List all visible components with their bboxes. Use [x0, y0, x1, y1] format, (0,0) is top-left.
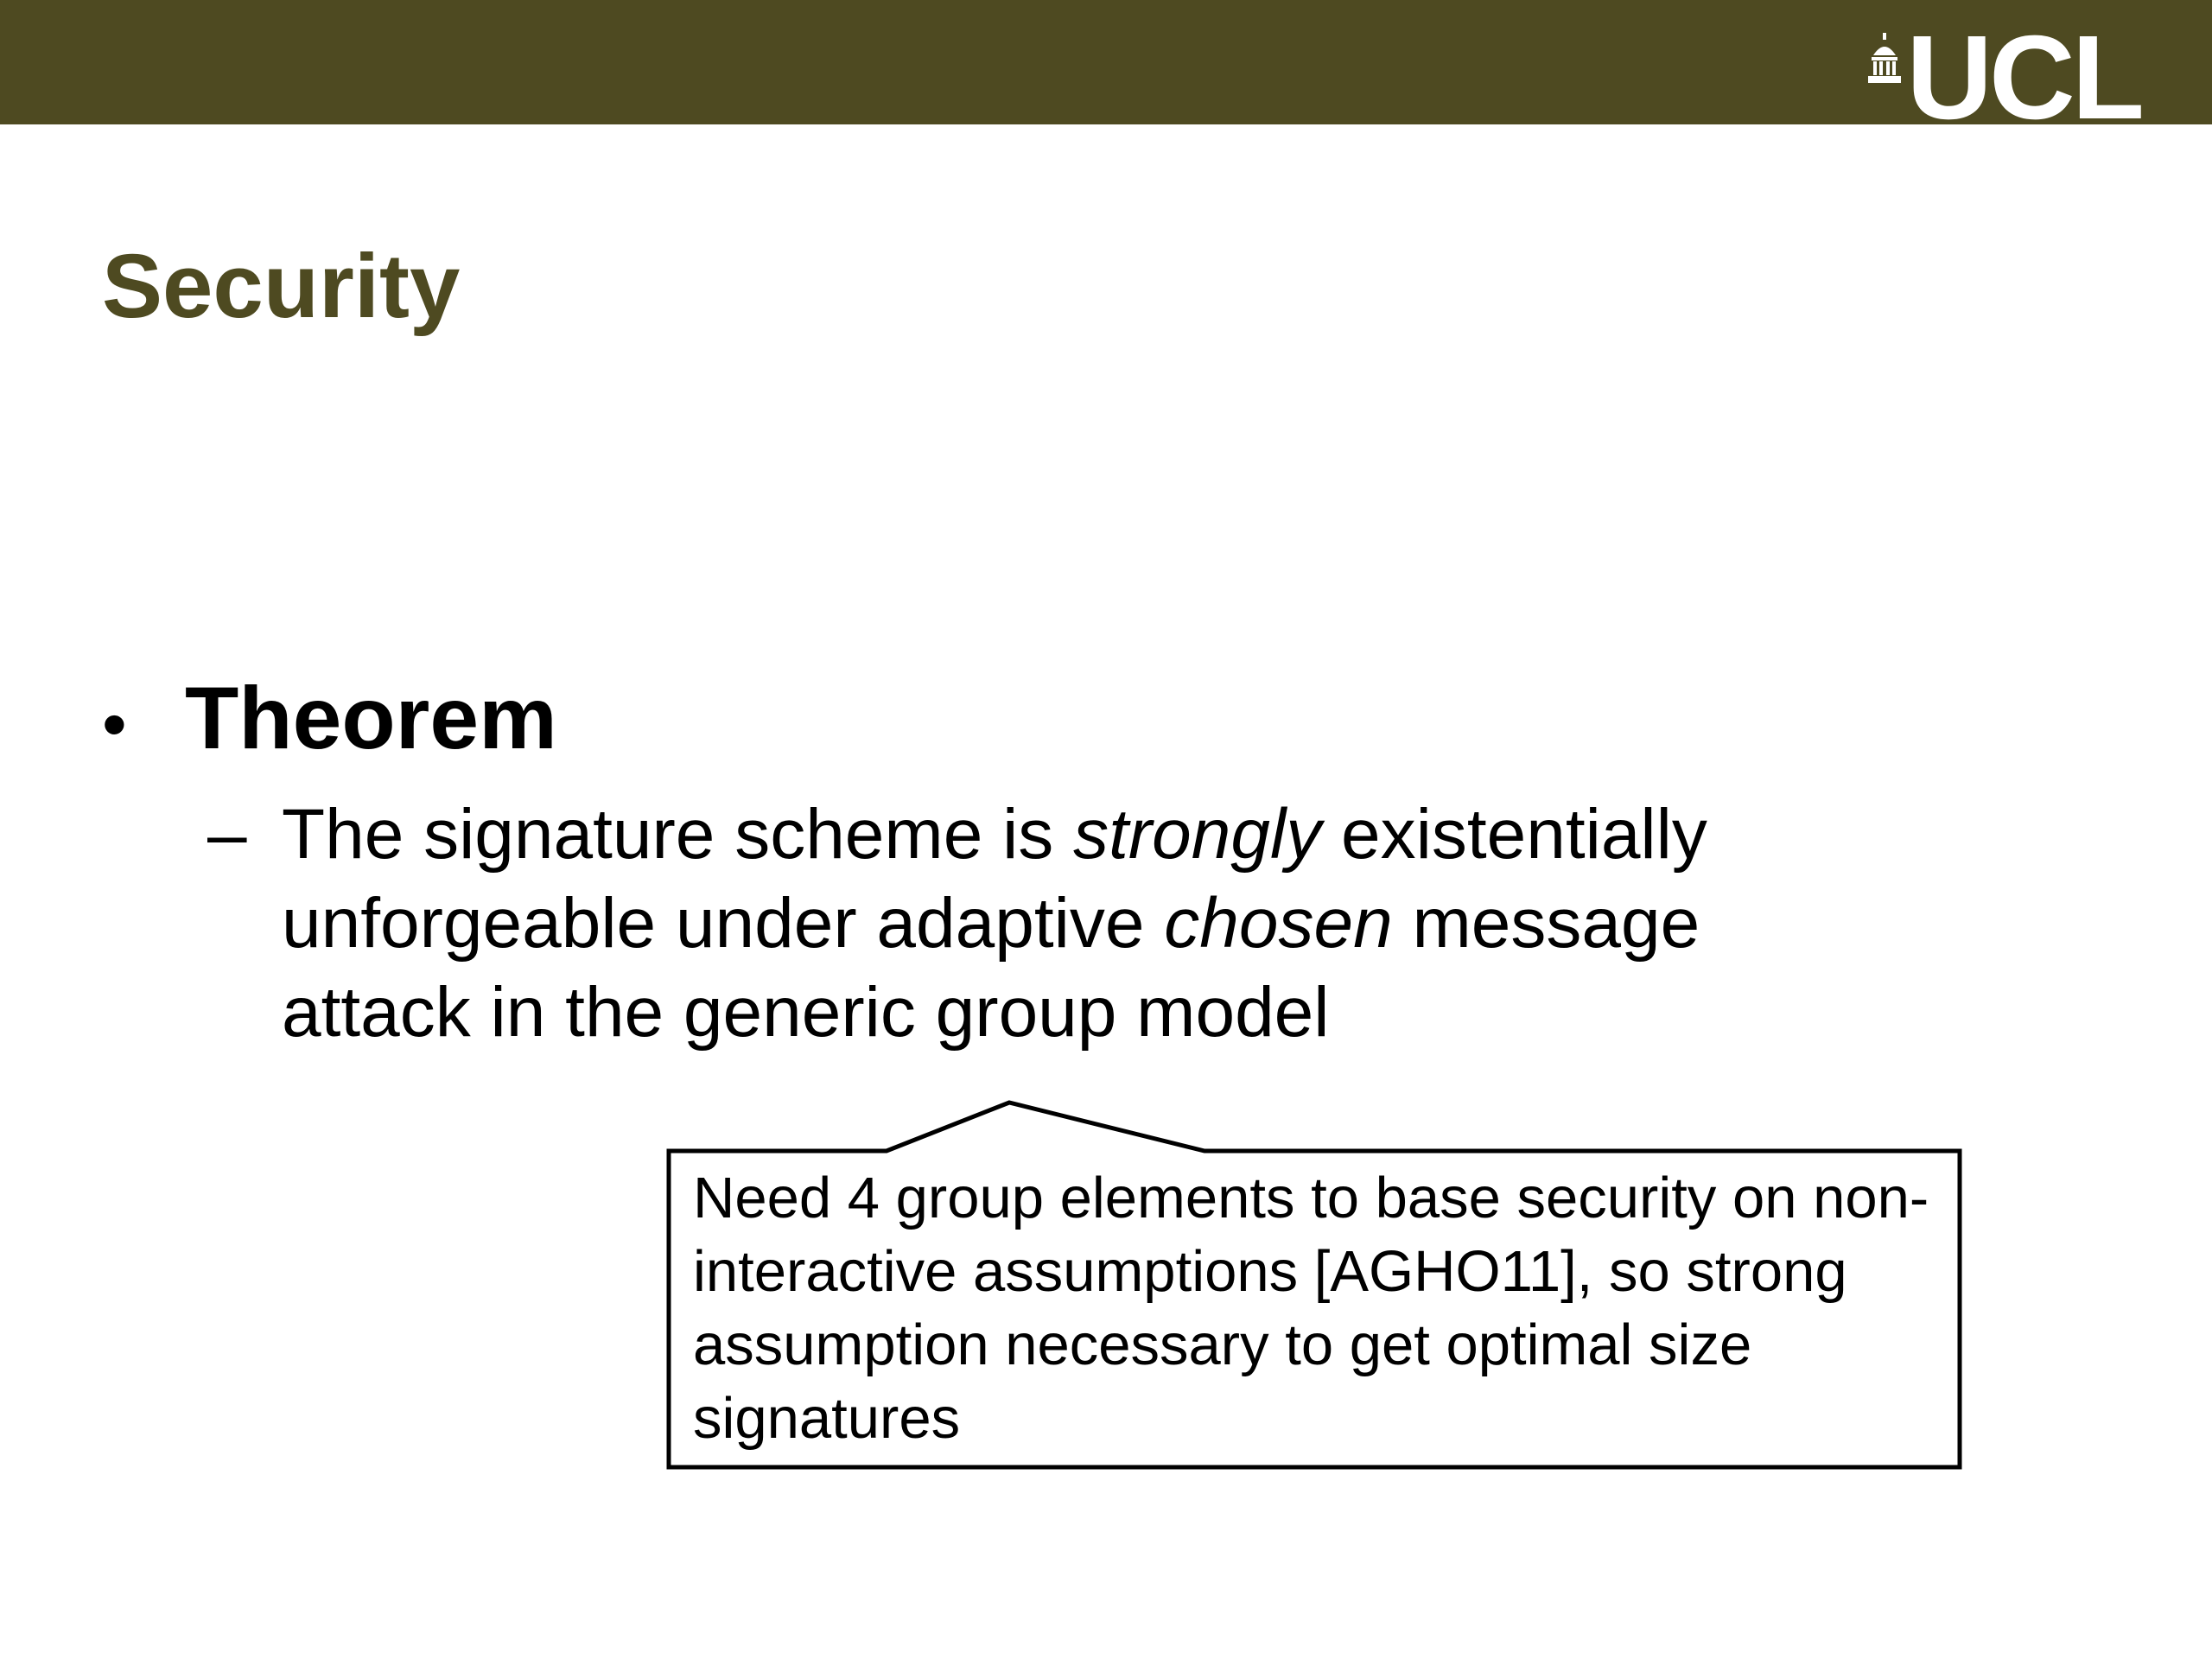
portico-dome-icon [1868, 33, 1901, 83]
sub-bullet-marker: – [207, 795, 247, 874]
emphasis-strongly: strongly [1073, 795, 1322, 874]
callout-text: Need 4 group elements to base security on non-interactive assumptions [AGHO11], so strong assumption necessary to get optimal size signatures [693, 1166, 1929, 1451]
sub-bullet-text-part: The signature scheme is [282, 795, 1074, 874]
bullet-marker: • [102, 685, 127, 764]
header-bar [0, 0, 2212, 124]
sub-bullet-text-part: existentially unforgeable under adaptive [282, 795, 1707, 963]
emphasis-chosen: chosen [1164, 884, 1393, 963]
slide-title: Security [102, 236, 461, 337]
sub-bullet-statement [207, 790, 1849, 1057]
bullet-label: Theorem [185, 669, 557, 767]
sub-bullet-text-part: message attack in the generic group model [282, 884, 1700, 1052]
bullet-theorem [102, 667, 557, 776]
logo-text: UCL [1906, 31, 2141, 124]
sub-bullet-text [282, 790, 1837, 1057]
ucl-logo [1868, 31, 2141, 124]
